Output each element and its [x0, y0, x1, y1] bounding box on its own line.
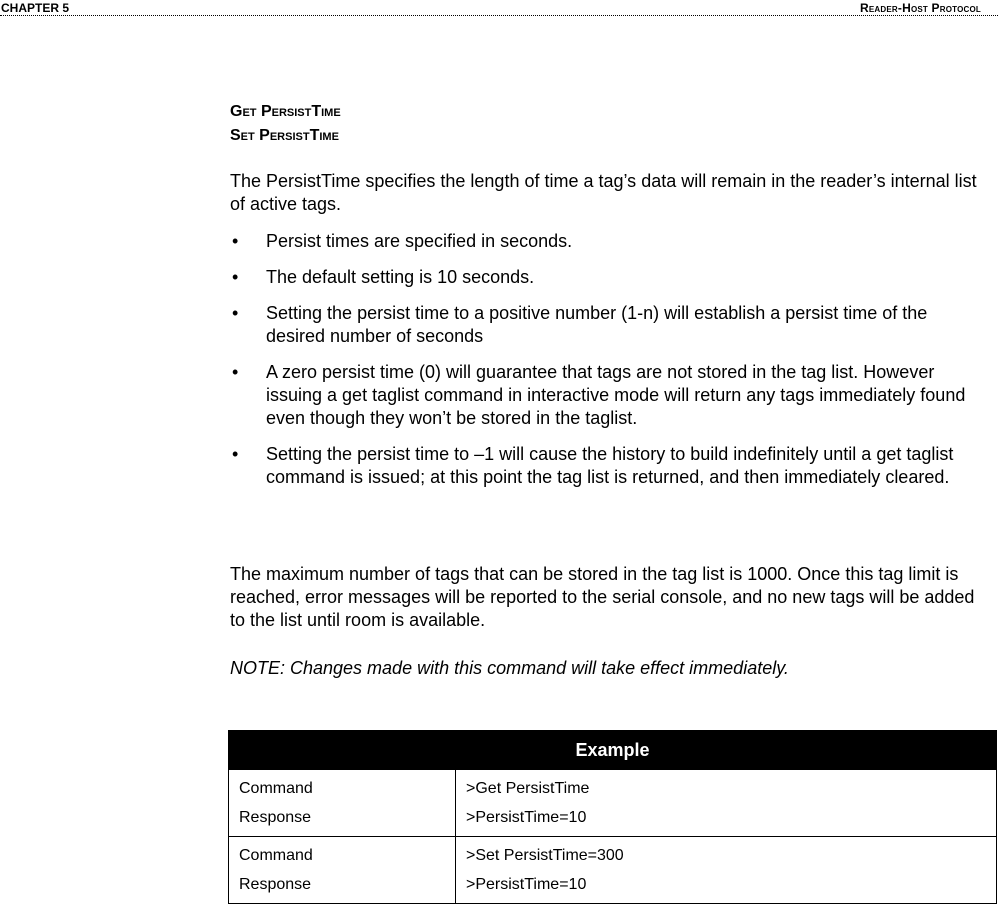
row-value: >PersistTime=10	[466, 876, 587, 893]
section-label: Reader-Host Protocol	[860, 1, 981, 15]
row-label: Command	[239, 847, 313, 864]
list-item: • Setting the persist time to –1 will cause the history to build indefinitely until a get taglist command is issued; at this point the tag list is returned, and then immediately cleared.	[232, 444, 954, 487]
example-table	[228, 730, 997, 904]
page-header	[0, 0, 998, 18]
bullet-icon: •	[232, 231, 239, 251]
table-row	[229, 837, 997, 904]
row-value: >Set PersistTime=300	[466, 847, 624, 864]
list-item: • Persist times are specified in seconds.	[232, 231, 573, 251]
heading-set: Set PersistTime	[230, 127, 339, 144]
row-label: Response	[239, 809, 312, 826]
row-label: Response	[239, 876, 312, 893]
bullet-icon: •	[232, 362, 239, 382]
command-headings	[230, 100, 341, 148]
row-value: >Get PersistTime	[466, 780, 590, 797]
example-table-title: Example	[229, 731, 997, 770]
row-value: >PersistTime=10	[466, 809, 587, 826]
max-tags-paragraph: The maximum number of tags that can be stored in the tag list is 1000. Once this tag limit is reached, error messages will be reported to the serial console, and no new tags will be added to the list until room is available.	[230, 564, 975, 630]
heading-get: Get PersistTime	[230, 103, 341, 120]
list-item: • The default setting is 10 seconds.	[232, 267, 535, 287]
list-item: • A zero persist time (0) will guarantee that tags are not stored in the tag list. However issuing a get taglist command in interactive mode will return any tags immediately found even though they won’t be stored in the taglist.	[232, 362, 966, 428]
bullet-icon: •	[232, 267, 239, 287]
bullet-list	[230, 230, 990, 502]
note-text: NOTE: Changes made with this command will take effect immediately.	[230, 658, 789, 678]
list-item: • Setting the persist time to a positive number (1-n) will establish a persist time of the desired number of seconds	[232, 303, 928, 346]
row-label: Command	[239, 780, 313, 797]
header-rule	[0, 15, 998, 16]
bullet-icon: •	[232, 303, 239, 323]
table-row	[229, 770, 997, 837]
chapter-label: CHAPTER 5	[1, 1, 70, 15]
intro-paragraph: The PersistTime specifies the length of time a tag’s data will remain in the reader’s internal list of active tags.	[230, 171, 977, 214]
bullet-icon: •	[232, 444, 239, 464]
